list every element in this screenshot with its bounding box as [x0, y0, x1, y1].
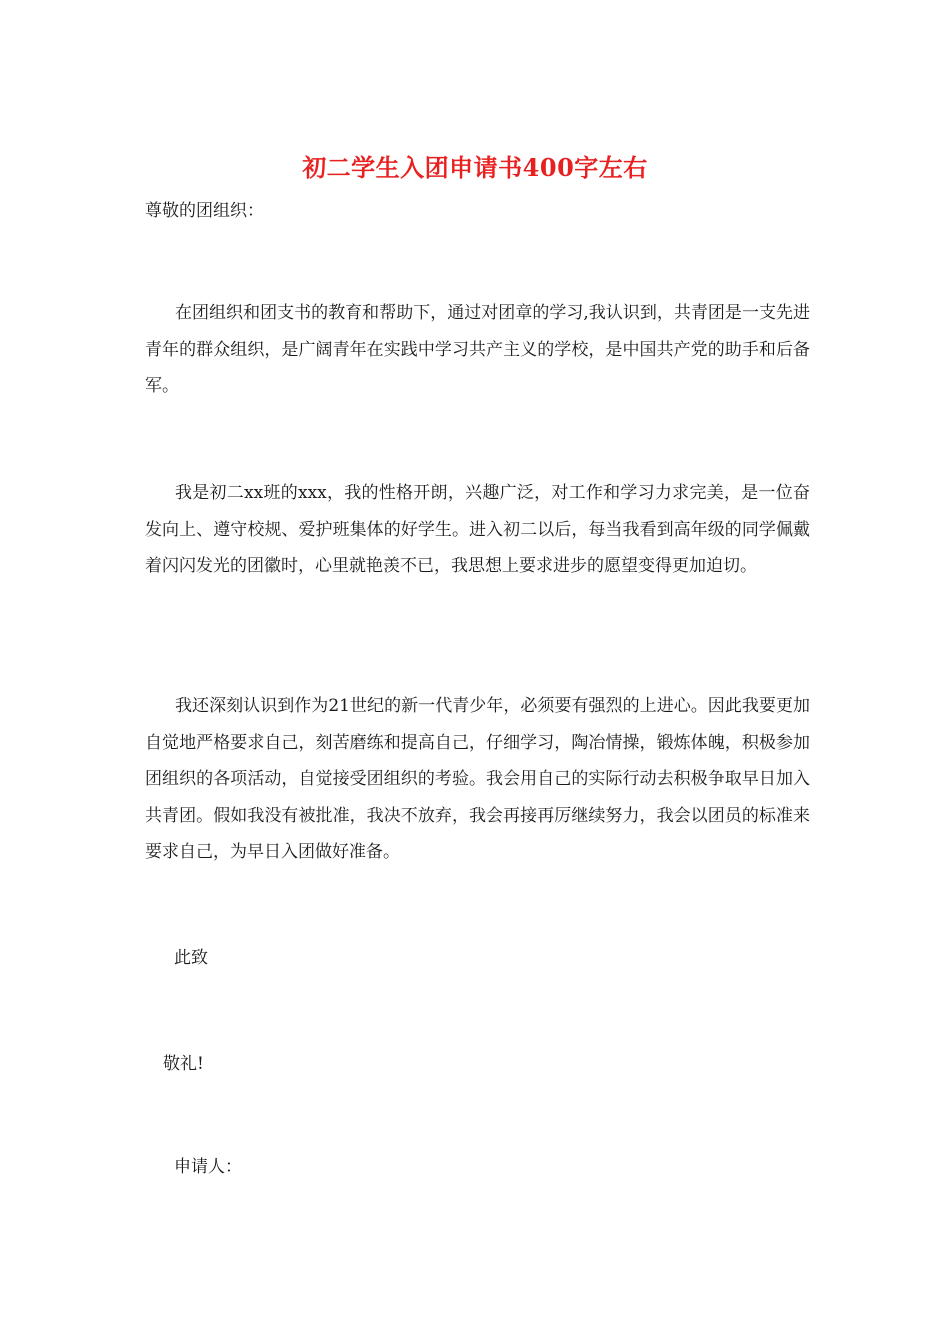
closing-jingli: 敬礼! — [163, 1054, 204, 1074]
paragraph-2: 我是初二xx班的xxx，我的性格开朗，兴趣广泛，对工作和学习力求完美，是一位奋发向上、遵守校规、爱护班集体的好学生。进入初二以后，每当我看到高年级的同学佩戴着闪闪发光的团徽时，心里就艳羡不已，我思想上要求进步的愿望变得更加迫切。 — [145, 483, 810, 576]
applicant-label: 申请人： — [174, 1157, 242, 1177]
paragraph-3: 我还深刻认识到作为21世纪的新一代青少年，必须要有强烈的上进心。因此我要更加自觉地严格要求自己，刻苦磨练和提高自己，仔细学习，陶冶情操，锻炼体魄，积极参加团组织的各项活动，自觉接受团组织的考验。我会用自己的实际行动去积极争取早日加入共青团。假如我没有被批准，我决不放弃，我会再接再厉继续努力，我会以团员的标准来要求自己，为早日入团做好准备。 — [145, 696, 810, 862]
paragraph-1: 在团组织和团支书的教育和帮助下，通过对团章的学习,我认识到，共青团是一支先进青年的群众组织，是广阔青年在实践中学习共产主义的学校，是中国共产党的助手和后备军。 — [145, 303, 810, 396]
salutation: 尊敬的团组织： — [145, 201, 264, 221]
document-title: 初二学生入团申请书400字左右 — [302, 153, 648, 182]
closing-cizhi: 此致 — [174, 948, 208, 968]
